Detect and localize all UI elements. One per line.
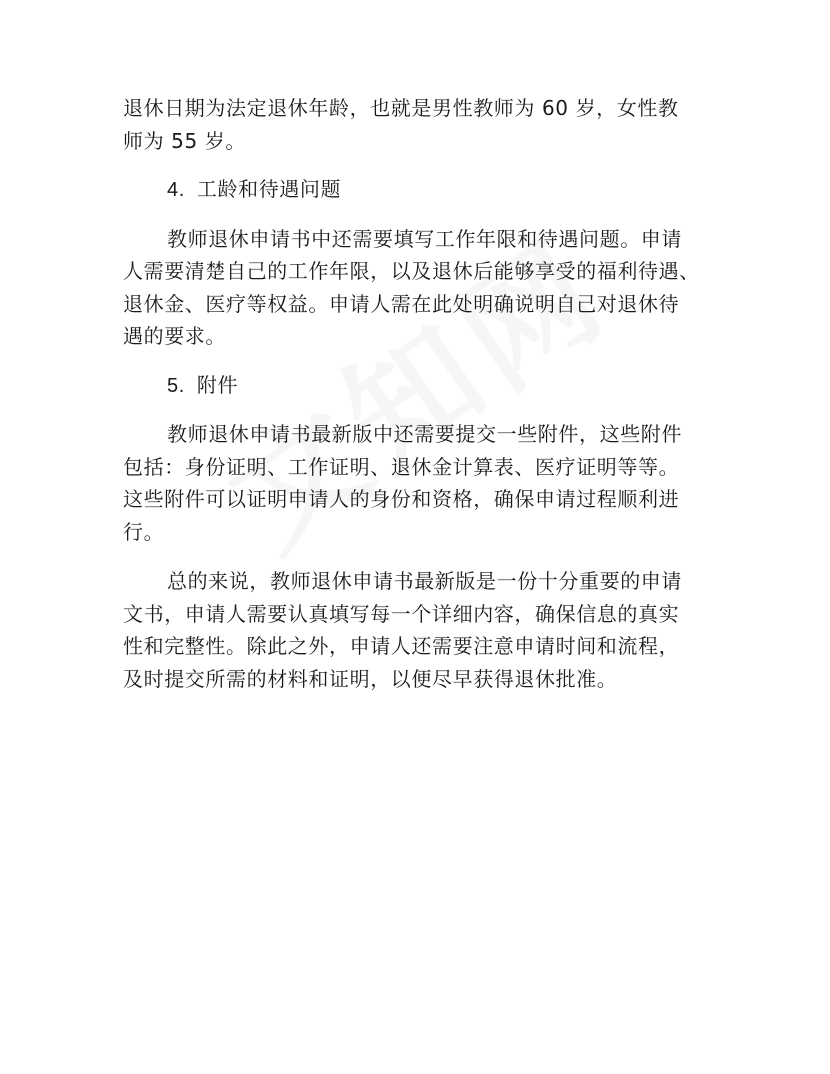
section-4-number: 4.	[167, 179, 185, 201]
section-5-paragraph	[123, 418, 723, 548]
section-5-title: 附件	[196, 372, 239, 397]
conclusion-line-2: 文书，申请人需要认真填写每一个详细内容，确保信息的真实	[123, 601, 680, 626]
section-5-number: 5.	[167, 374, 185, 397]
section-4-title: 工龄和待遇问题	[196, 177, 342, 201]
section-5-line-3: 这些附件可以证明申请人的身份和资格，确保申请过程顺利进	[123, 487, 680, 511]
document-body	[123, 92, 723, 695]
section-5-heading	[123, 369, 723, 403]
section-4-line-4: 遇的要求。	[123, 324, 226, 348]
section-4-heading	[123, 173, 723, 207]
section-4-line-1: 教师退休申请书中还需要填写工作年限和待遇问题。申请	[167, 226, 682, 251]
section-4-line-3: 退休金、医疗等权益。申请人需在此处明确说明自己对退休待	[123, 291, 680, 316]
section-5-line-1: 教师退休申请书最新版中还需要提交一些附件，这些附件	[167, 422, 682, 446]
section-5-line-4: 行。	[123, 519, 165, 544]
section-5-line-2: 包括：身份证明、工作证明、退休金计算表、医疗证明等等。	[123, 454, 680, 479]
intro-line-2: 师为 55 岁。	[123, 128, 246, 153]
section-4-paragraph	[123, 223, 723, 353]
conclusion-line-4: 及时提交所需的材料和证明，以便尽早获得退休批准。	[123, 666, 618, 691]
conclusion-line-1: 总的来说，教师退休申请书最新版是一份十分重要的申请	[167, 569, 682, 593]
intro-paragraph	[123, 92, 723, 157]
conclusion-paragraph	[123, 565, 723, 695]
conclusion-line-3: 性和完整性。除此之外，申请人还需要注意申请时间和流程，	[123, 634, 680, 658]
section-4-line-2: 人需要清楚自己的工作年限，以及退休后能够享受的福利待遇、	[123, 259, 700, 283]
intro-line-1: 退休日期为法定退休年龄，也就是男性教师为 60 岁，女性教	[123, 96, 679, 120]
